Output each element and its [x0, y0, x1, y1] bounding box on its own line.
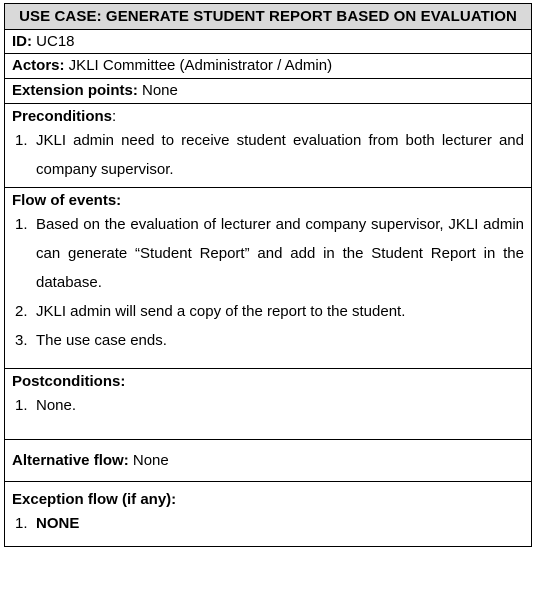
id-row: ID: UC18: [5, 30, 532, 54]
actors-row: Actors: JKLI Committee (Administrator / Admin): [5, 54, 532, 79]
extension-points-label: Extension points: [12, 82, 133, 99]
list-item: 1. None.: [15, 397, 77, 414]
list-item: 1. Based on the evaluation of lecturer and company supervisor, JKLI admin can generate “Student Report” and add in the Student Report in the database.: [15, 216, 524, 291]
preconditions-section: Preconditions: 1. JKLI admin need to receive student evaluation from both lecturer and company supervisor.: [5, 104, 532, 188]
flow-of-events-section: [5, 188, 532, 369]
exception-flow-section: [5, 482, 532, 547]
id-label: ID: [12, 33, 27, 50]
preconditions-label: Preconditions: [12, 108, 113, 125]
postconditions-section: [5, 369, 532, 440]
preconditions-list: [12, 126, 524, 184]
use-case-title: USE CASE: GENERATE STUDENT REPORT BASED ON EVALUATION: [5, 4, 532, 30]
alternative-flow-label: Alternative flow: [12, 452, 124, 469]
alternative-flow-section: Alternative flow: None: [5, 440, 532, 482]
use-case-table: [4, 3, 532, 547]
alternative-flow-value: None: [128, 452, 169, 469]
postconditions-list: [12, 391, 524, 420]
extension-points-row: Extension points: None: [5, 79, 532, 104]
actors-label: Actors: [12, 57, 60, 74]
list-item: 1. NONE: [15, 515, 80, 532]
list-item: 3. The use case ends.: [15, 332, 167, 349]
list-item: 1. JKLI admin need to receive student evaluation from both lecturer and company supervisor.: [15, 132, 524, 178]
actors-value: JKLI Committee (Administrator / Admin): [64, 57, 333, 74]
id-value: UC18: [32, 33, 75, 50]
exception-flow-list: [12, 509, 524, 538]
flow-of-events-list: [12, 210, 524, 355]
list-item: 2. JKLI admin will send a copy of the report to the student.: [15, 303, 406, 320]
postconditions-label: Postconditions:: [12, 373, 126, 390]
exception-flow-label: Exception flow (if any):: [12, 491, 177, 508]
extension-points-value: None: [137, 82, 178, 99]
flow-of-events-label: Flow of events:: [12, 192, 122, 209]
